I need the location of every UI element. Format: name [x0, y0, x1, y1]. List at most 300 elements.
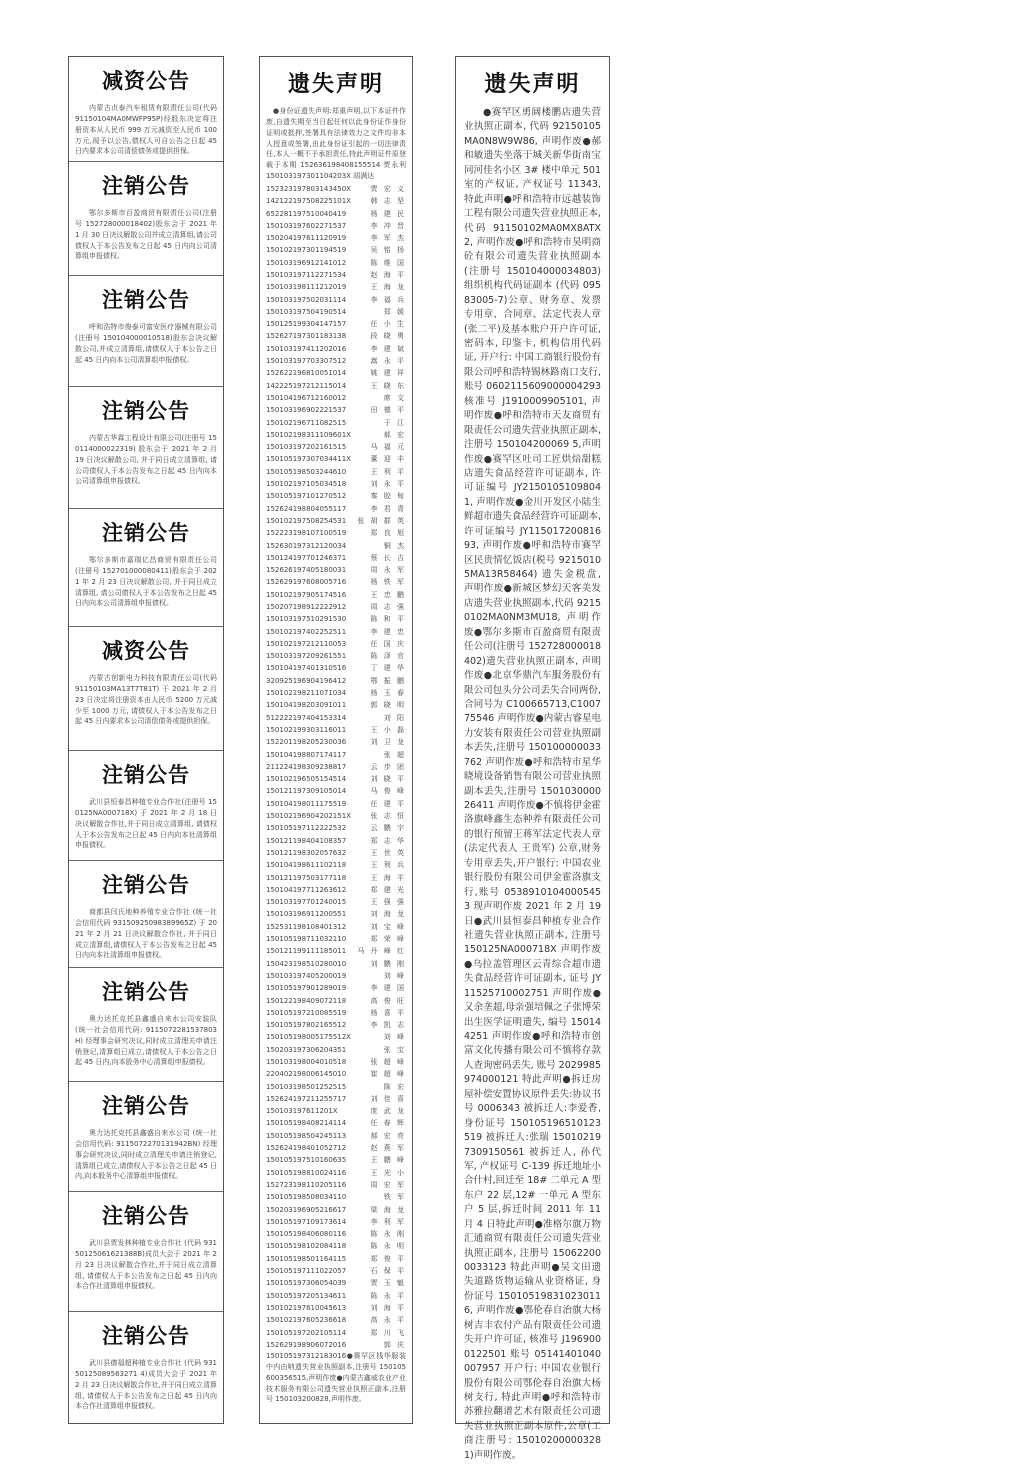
person-name: 王 利 平: [370, 467, 406, 476]
person-name: 周 宏 军: [370, 1180, 406, 1189]
person-name: 郭 庆: [383, 1340, 406, 1349]
id-name-row: [266, 330, 406, 342]
id-number: 150105198406080116: [266, 1230, 347, 1239]
person-name: 高 永 平: [370, 1316, 406, 1325]
person-name: 刘 海 平: [370, 1303, 406, 1312]
id-name-row: [266, 798, 406, 810]
id-name-row: [266, 736, 406, 748]
notice-block: [69, 387, 223, 509]
person-name: 李 凯 志: [370, 1021, 406, 1030]
id-name-row: [266, 1105, 406, 1117]
id-name-row: [266, 1265, 406, 1277]
notice-title: 注销公告: [102, 287, 190, 312]
notice-block: [69, 1082, 223, 1192]
person-name: 李 建 国: [370, 984, 406, 993]
id-number: 150105198503244610: [266, 467, 347, 476]
id-number: 150105198501164115: [266, 1254, 347, 1263]
id-number: 150102196711082515: [266, 418, 347, 427]
id-name-row: [266, 552, 406, 564]
person-name: 任 小 生: [370, 320, 406, 329]
right-loss-column: [455, 56, 610, 1461]
id-name-row: [266, 933, 406, 945]
id-name-row: [266, 232, 406, 244]
notice-block: [69, 968, 223, 1082]
id-number: 152626197405180031: [266, 566, 347, 575]
id-number: 150105197802165512: [266, 1021, 347, 1030]
id-name-row: [266, 712, 406, 724]
id-number: 150105198508034110: [266, 1193, 347, 1202]
id-name-row: [266, 564, 406, 576]
notice-title: 注销公告: [102, 872, 190, 897]
person-name: 郑 志 华: [370, 836, 406, 845]
person-name: 郑 俊 平: [370, 1254, 406, 1263]
person-name: 李 建 忠: [370, 627, 406, 636]
notice-title: 注销公告: [102, 173, 190, 198]
person-name: 张 宝: [383, 1045, 406, 1054]
id-number: 150102197610045613: [266, 1303, 347, 1312]
id-number: 150102198211071034: [266, 689, 347, 698]
id-number: 150105198810024116: [266, 1168, 347, 1177]
person-name: 王 海 平: [370, 873, 406, 882]
middle-loss-column: [259, 56, 413, 1424]
id-name-row: [266, 404, 406, 416]
id-number: 152323197803143450X: [266, 184, 351, 193]
id-name-row: [266, 859, 406, 871]
person-name: 席 文: [383, 393, 406, 402]
person-name: 郑 媛: [383, 307, 406, 316]
notice-title: 注销公告: [102, 1093, 190, 1118]
left-notice-column: [68, 56, 224, 1424]
notice-title: 减资公告: [102, 638, 190, 663]
id-name-row: [266, 650, 406, 662]
person-name: 王 强 强: [370, 898, 406, 907]
id-name-row: [266, 872, 406, 884]
id-name-row: [266, 355, 406, 367]
id-name-row: [266, 921, 406, 933]
person-name: 王 光 小: [370, 1168, 406, 1177]
notice-body: 武川县恒泰昌种植专业合作社(注册号 150125NA000718X) 于 2021 年 2 月 18 日决议解散合作社,并于同日成立清算组, 请债权人于本公告发布之日起 45 日内向本社清算组申报债权。: [75, 798, 217, 850]
id-number: 150124197701246371: [266, 553, 347, 562]
id-number: 150103197602271537: [266, 221, 347, 230]
id-name-row: [266, 613, 406, 625]
person-name: 刘 鹏 刚: [370, 959, 406, 968]
person-name: 张 志 恒: [370, 812, 406, 821]
person-name: 段 晓 勇: [370, 332, 406, 341]
person-name: 马 福 元: [370, 443, 406, 452]
person-name: 王 利 兵: [370, 861, 406, 870]
id-number: 150105197109173614: [266, 1217, 347, 1226]
notice-title: 注销公告: [102, 520, 190, 545]
notice-title: 注销公告: [102, 979, 190, 1004]
id-number: 152622196810051014: [266, 369, 347, 378]
id-name-row: [266, 1204, 406, 1216]
id-name-row: [266, 699, 406, 711]
notice-block: [69, 751, 223, 861]
id-number: 150103198501252515: [266, 1082, 347, 1091]
id-name-row: [266, 982, 406, 994]
id-number: 150102197605236618: [266, 1316, 347, 1325]
notice-title: 注销公告: [102, 1203, 190, 1228]
id-name-row: [266, 970, 406, 982]
person-name: 郑 川 飞: [370, 1328, 406, 1337]
notice-body: 奥力达托克托县鑫盛自来水公司安装队 (统一社会信用代码: 9115072281537803H) 经理事会研究决议,同时成立清理关申请注销登记,清算组已成立,请债权人于本公告之日起 45 日内,向本股务中心清算组申报债权。: [75, 1015, 217, 1067]
person-name: 田 德 平: [370, 406, 406, 415]
notice-body: 鄂尔多斯市嘉瑞亿昌商贸有限责任公司(注册号 152701000080411)股东会于 2021 年 2 月 23 日决议解散公司, 并于同日成立清算组, 请公司债权人于本公告发布之日起 45 日内向本公司清算组申报债权。: [75, 556, 217, 608]
id-name-row: [266, 1081, 406, 1093]
id-number: 150121197309105014: [266, 787, 347, 796]
person-name: 李 君 青: [370, 504, 406, 513]
id-name-row: [266, 896, 406, 908]
id-number: 150105198102084118: [266, 1242, 347, 1251]
person-name: 陈 永 平: [370, 1291, 406, 1300]
id-name-row: [266, 195, 406, 207]
id-number: 150105197901289019: [266, 984, 347, 993]
id-name-row: [266, 257, 406, 269]
person-name: 丁 建 华: [370, 664, 406, 673]
id-number: 652281197510040419: [266, 209, 347, 218]
id-number: 152629197608005716: [266, 578, 347, 587]
id-name-row: [266, 1130, 406, 1142]
id-number: 150103197703307512: [266, 357, 347, 366]
id-number: 150203196905216617: [266, 1205, 347, 1214]
id-number: 152627197301183138: [266, 332, 347, 341]
person-name: 刘 峰: [383, 971, 406, 980]
notice-body: 鄂尔多斯市百盈商贸有限责任公司(注册号 152728000018402)股东会于 2021 年 1 月 30 日决议解散公司并成立清算组,请公司债权人于本公告发布之日起 45 日内向公司清算组申报债权。: [75, 209, 217, 261]
id-number: 150104197401310516: [266, 664, 347, 673]
id-number: 150121198302057632: [266, 848, 347, 857]
notice-block: [69, 57, 223, 162]
id-name-row: [266, 835, 406, 847]
id-name-row: [266, 884, 406, 896]
id-name-row: [266, 1290, 406, 1302]
person-name: 王 鹏 峰: [370, 1156, 406, 1165]
person-name: 刘 永 平: [370, 480, 406, 489]
id-number: 150102197402252511: [266, 627, 347, 636]
id-name-row: [266, 626, 406, 638]
id-number: 150104196712160012: [266, 393, 347, 402]
id-name-row: [266, 392, 406, 404]
id-number: 150105197205134611: [266, 1291, 347, 1300]
notice-block: [69, 861, 223, 968]
person-name: 云 步 团: [370, 762, 406, 771]
id-name-row: [266, 281, 406, 293]
person-name: 云 鹏 宇: [370, 824, 406, 833]
id-number: 150104198807174117: [266, 750, 347, 759]
person-name: 郑 荣 峰: [370, 935, 406, 944]
id-number: 150102197105034518: [266, 480, 347, 489]
id-name-row: [266, 343, 406, 355]
id-number: 150105197307034411X: [266, 455, 351, 464]
id-number: 150105197306054039: [266, 1279, 347, 1288]
person-name: 王 海 龙: [370, 283, 406, 292]
id-number: 150105198408214114: [266, 1119, 347, 1128]
id-name-row: [266, 1191, 406, 1203]
id-number: 150103197202161515: [266, 443, 347, 452]
id-number: 150103196912141012: [266, 258, 347, 267]
notice-block: [69, 276, 223, 387]
id-name-row: [266, 847, 406, 859]
person-name: 任 建 平: [370, 799, 406, 808]
notice-block: [69, 1192, 223, 1312]
id-number: 152723198110205116: [266, 1180, 347, 1189]
id-name-row: [266, 1327, 406, 1339]
person-name: 刘 峰: [383, 1033, 406, 1042]
id-name-row: [266, 1228, 406, 1240]
person-name: 赵 海 平: [370, 270, 406, 279]
person-name: 郑 良 旭: [370, 529, 406, 538]
id-number: 150103198111212019: [266, 283, 347, 292]
id-name-row: [266, 1117, 406, 1129]
id-name-row: [266, 1277, 406, 1289]
id-name-row: [266, 995, 406, 1007]
person-name: 杨 铁 军: [370, 578, 406, 587]
person-name: 张 超: [383, 750, 406, 759]
notice-body: 商都县闫氏地种养殖专业合作社 (统一社会信用代码 93150925098389965Z) 于 2021 年 2 月 21 日决议解散合作社, 并于同日成立清算组,请债权人于本公告发布之日起 45 日内向本社清算组申报债权。: [75, 908, 217, 960]
id-name-row: [266, 208, 406, 220]
id-number: 150121197503177118: [266, 873, 347, 882]
id-name-row: [266, 724, 406, 736]
id-number: 150103197209261551: [266, 652, 347, 661]
id-number: 512222197404153314: [266, 713, 347, 722]
id-number: 150121199111185011: [266, 947, 347, 956]
id-number: 150103197411202016: [266, 344, 347, 353]
notice-title: 减资公告: [102, 68, 190, 93]
person-name: 任 春 辉: [370, 1119, 406, 1128]
id-name-row: [266, 675, 406, 687]
id-number: 320925196904196412: [266, 676, 347, 685]
id-name-row: [266, 1216, 406, 1228]
id-name-row: [266, 749, 406, 761]
id-name-row: [266, 183, 406, 195]
person-name: 杨 喜 平: [370, 1008, 406, 1017]
id-name-row: [266, 945, 406, 957]
id-number: 150103196911200551: [266, 910, 347, 919]
person-name: 杨 建 民: [370, 209, 406, 218]
id-name-list: [260, 182, 412, 1351]
id-name-row: [266, 1302, 406, 1314]
id-number: 150105197112222532: [266, 824, 347, 833]
person-name: 刘 海 龙: [370, 910, 406, 919]
person-name: 刘 卫 龙: [370, 738, 406, 747]
id-number: 150104198011175519: [266, 799, 347, 808]
id-name-row: [266, 761, 406, 773]
person-name: 刘 晓 平: [370, 775, 406, 784]
id-name-row: [266, 380, 406, 392]
middle-column-tail: 150105197312183016●赛罕区钱华服装中内由呐遗失营业执照副本,注册号 150105600356515,声明作废●内蒙古鑫威农业产业技术服务有限公司遗失营业执照正副本,注册号 150103200828,声明作废。: [266, 1352, 406, 1404]
person-name: 陈 泽 官: [370, 652, 406, 661]
id-name-row: [266, 429, 406, 441]
person-name: 郭 晓 明: [370, 701, 406, 710]
id-number: 150103197504190514: [266, 307, 347, 316]
id-number: 150102197905174516: [266, 590, 347, 599]
id-number: 150102197212110053: [266, 639, 347, 648]
id-number: 220402198006145010: [266, 1070, 347, 1079]
id-number: 152201198205230036: [266, 738, 347, 747]
notice-block: [69, 627, 223, 751]
notice-title: 注销公告: [102, 762, 190, 787]
person-name: 陈 永 明: [370, 1242, 406, 1251]
person-name: 庞 武 龙: [370, 1107, 406, 1116]
person-name: 王 世 英: [370, 848, 406, 857]
id-name-row: [266, 638, 406, 650]
id-number: 150104198203091011: [266, 701, 347, 710]
id-number: 152223198107100519: [266, 529, 347, 538]
id-name-row: [266, 1019, 406, 1031]
id-name-row: [266, 478, 406, 490]
person-name: 刘 宝 峰: [370, 922, 406, 931]
person-name: 陈 宏: [383, 1082, 406, 1091]
id-number: 150104198611102118: [266, 861, 347, 870]
id-number: 150102199303116011: [266, 725, 347, 734]
person-name: 王 晓 东: [370, 381, 406, 390]
person-name: 陈 和 平: [370, 615, 406, 624]
person-name: 李 建 斌: [370, 344, 406, 353]
id-name-row: [266, 490, 406, 502]
id-number: 150102197508254531: [266, 516, 347, 525]
id-name-row: [266, 1142, 406, 1154]
notice-block: [69, 162, 223, 276]
id-name-row: [266, 822, 406, 834]
notice-body: 奥力达托克托县鑫盛自来水公司 (统一社会信用代码: 9115072270131942BN) 经理事会研究决议,同时成立清理关申请注销登记,清算组已成立,请债权人于本公告之日起 45 日内,向本股务中心清算组申报债权。: [75, 1129, 217, 1181]
id-name-row: [266, 417, 406, 429]
id-number: 152624197211255717: [266, 1094, 347, 1103]
person-name: 杨 玉 春: [370, 689, 406, 698]
id-name-row: [266, 576, 406, 588]
id-name-row: [266, 1314, 406, 1326]
id-number: 150103198004010518: [266, 1057, 347, 1066]
id-name-row: [266, 687, 406, 699]
id-name-row: [266, 1179, 406, 1191]
id-number: 150125199304147157: [266, 320, 347, 329]
id-name-row: [266, 1339, 406, 1351]
id-number: 152630197312120034: [266, 541, 347, 550]
id-number: 150103197502031114: [266, 295, 347, 304]
person-name: 吴 铭 扬: [370, 246, 406, 255]
notice-title: 注销公告: [102, 1323, 190, 1348]
id-name-row: [266, 441, 406, 453]
person-name: 任 国 庆: [370, 639, 406, 648]
id-number: 150105197210085519: [266, 1008, 347, 1017]
id-name-row: [266, 810, 406, 822]
id-name-row: [266, 1240, 406, 1252]
id-number: 150102197301194519: [266, 246, 347, 255]
person-name: 郝 宏 亮: [370, 1131, 406, 1140]
person-name: 于 江: [383, 418, 406, 427]
id-number: 152624198401052712: [266, 1144, 347, 1153]
id-name-row: [266, 527, 406, 539]
person-name: 马 俊 峰: [370, 787, 406, 796]
id-number: 150423198510280010: [266, 959, 347, 968]
id-name-row: [266, 1154, 406, 1166]
id-name-row: [266, 1044, 406, 1056]
id-number: 150102198311109601X: [266, 430, 351, 439]
middle-column-title: 遗失声明: [287, 71, 384, 97]
id-name-row: [266, 1007, 406, 1019]
notice-body: 内蒙古创新电力科技有限责任公司(代码 91150103MA13T7T81T) 于 2021 年 2 月 23 日决定将注册资本由人民币 5200 万元减少至 1000 万元, 请债权人于本公告发布之日起 45 日内要求本公司清偿债务或提供担保。: [75, 674, 217, 726]
id-name-row: [266, 220, 406, 232]
notice-title: 注销公告: [102, 398, 190, 423]
person-name: 王 小 磊: [370, 725, 406, 734]
id-name-row: [266, 515, 406, 527]
id-name-row: [266, 908, 406, 920]
person-name: 贾 玉 魁: [370, 1279, 406, 1288]
id-name-row: [266, 453, 406, 465]
id-number: 150105198005175512X: [266, 1033, 351, 1042]
person-name: 张 超 峰: [370, 1057, 406, 1066]
id-number: 142122197508225101X: [266, 197, 351, 206]
notice-block: [69, 1312, 223, 1425]
person-name: 石 保 平: [370, 1267, 406, 1276]
right-column-title: 遗失声明: [484, 71, 581, 97]
id-name-row: [266, 1031, 406, 1043]
notice-body: 武川县贾发林种植专业合作社 (代码 93150125061621388B)成员大会于 2021 年 2 月 23 日决议解散合作社,并于同日成立清算组, 请债权人于本公告发布之日起 45 日内向本合作社清算组申报债权。: [75, 1239, 217, 1291]
middle-column-intro: ●身份证遗失声明:郑重声明,以下本证件作废,自遗失期至当日起任何以此身份证作身份证明或抵押,签署具有法律效力之文件均非本人授意或签署,由此身份证引起的一切法律责任,本人一概不予承担责任,特此声明证件原登载于本期 152636198408155514 贾永利 150103197301104203X 胡满达: [266, 107, 406, 181]
id-name-row: [266, 540, 406, 552]
id-number: 150203197306204351: [266, 1045, 347, 1054]
person-name: 贾 宏 义: [370, 184, 406, 193]
id-name-row: [266, 601, 406, 613]
person-name: 铁 军: [383, 1193, 406, 1202]
person-name: 铜 杰: [383, 541, 406, 550]
id-name-row: [266, 589, 406, 601]
id-number: 211224198309238817: [266, 762, 347, 771]
person-name: 姚 建 祥: [370, 369, 406, 378]
person-name: 高 俊 旺: [370, 996, 406, 1005]
notice-body: 武川县德福超种植专业合作社 (代码 93150125089563271 4)成员大会于 2021 年 2 月 23 日决议解散合作社,并于同日成立清算组, 请债权人于本公告发布之日起 45 日内向本合作社清算组申报债权。: [75, 1359, 217, 1411]
person-name: 郑 建 光: [370, 885, 406, 894]
id-number: 150102196505154514: [266, 775, 347, 784]
person-name: 张 胡 群 英: [357, 516, 406, 525]
id-number: 150103197611201X: [266, 1107, 338, 1116]
id-number: 150103197112271534: [266, 270, 347, 279]
id-name-row: [266, 1253, 406, 1265]
person-name: 蔡 长 吉: [370, 553, 406, 562]
id-number: 150105198504245113: [266, 1131, 347, 1140]
notice-body: 内蒙古贞泰汽车租赁有限责任公司(代码 91150104MA0MWFP95P)经股东决定将注册资本从人民币 999 万元减资至人民币 100 万元,现予以公告,债权人可自公告之日起 45 日内要求本公司清偿债务或提供担保。: [75, 104, 217, 156]
person-name: 李 冲 晋: [370, 221, 406, 230]
id-name-row: [266, 1056, 406, 1068]
id-name-row: [266, 1167, 406, 1179]
id-number: 150207198912222912: [266, 603, 347, 611]
right-column-body: ●赛罕区勇阔楼鹏店遗失营业执照正副本, 代码 92150105MA0N8W9W86, 声明作废●郝和敏遗失坐落于城关新华街南宝同河佳名小区 3# 楼中单元 501 室的产权证, 产权证号 11343, 特此声明●呼和浩特市远越装饰工程有限公司遗失营业执照正本, 代码 91150102MA0MX8ATX2, 声明作废●呼和浩特市昊明商砼有限公司遗失营业执照副本 (注册号 150104000034803) 组织机构代码证副本 (代码 09583005-7)公章、财务章、发票专用章、合同章、法定代表人章(张二平)及基本账户开户许可证, 密码本, 印鉴卡, 机构信用代码证, 开户行: 中国工商银行股份有限公司呼和浩特锡林路南口支行, 账号 0602115609000004293 核准号 J1910009905101, 声明作废●呼和浩特市天友商贸有限责任公司遗失营业执照正副本, 注册号 150104200069 5,声明作废●赛罕区吐司工匠烘焙甜糕店遗失食品经营许可证副本, 许可证编号 JY21501051098041, 声明作废●金川开发区小陆生鲜超市遗失食品经营许可证副本, 许可证编号 JY11501720081693, 声明作废●呼和浩特市赛罕区民贵情忆饭店(税号 92150105MA13R58464) 遗失金税盘, 声明作废●新城区梦幻天客美发店遗失营业执照副本,代码 92150102MA0NM3MU18, 声明作废●鄂尔多斯市百盈商贸有限责任公司(注册号 152728000018402)遗失营业执照正副本, 声明作废●北京华鼎汽车服务股份有限公司包头分公司丢失合同两份, 合同号为 C100665713,C100775546 声明作废●内蒙古睿星电力安装有限责任公司营业执照副本丢失,注册号 150100000033762 声明作废●呼和浩特市星华晓境设备销售有限公司营业执照副本丢失,注册号 150103000026411 声明作废●不慎将伊金霍洛旗峰鑫生态种养有限责任公司的银行预留王蒋军法定代表人章 (法定代表人 王贵军) 公章,财务专用章丢失,开户银行: 中国农业银行股份有限公司伊金霍洛旗支行,账号 05389101040005453 现声明作废 2021 年 2 月 19 日●武川县恒泰昌种植专业合作社遗失营业执照正副本, 注册号 150125NA000718X 声明作废●乌拉盖管理区云青综合超市遗失食品经营许可证副本, 证号 JY11525710002751 声明作废●又余垄超,母亲强培佩之子张博荣出生医学证明遗失, 编号 150144251 声明作废●呼和浩特市创富文化传播有限公司不慎将存款人查询密码丢失, 账号 2029985974000121 特此声明●拆迁房屋补偿安置协议原件丢失:协议书号 0006343 被拆迁人:李爱香, 身份证号 150105196510123519 被拆迁人:张瑞 150102197309150561 被拆迁人, 孙代军, 产权证号 C-139 拆迁地址小合什村,回迁至 18# 二单元 A 型东户 22 层,12# 一单元 A 型东户 5 层,拆迁时间 2011 年 11 月 4 日特此声明●准格尔旗万物汇通商贸有限责任公司遗失营业执照正副本, 注册号 150622000033123 特此声明●吴文田遗失道路货物运输从业资格证, 身份证号 150105198310230116, 声明作废●鄂伦春自治旗大杨树吉丰农付产品有限责任公司遗失开户许可证, 核准号 J1969000122501 账号 05141401040007957 开户行: 中国农业银行股份有限公司鄂伦春自治旗大杨树支行, 特此声明●呼和浩特市苏雅拉翻谱艺术有限责任公司遗失营业执照正副本原件,公章(工商注册号: 150102000003281)声明作废。: [464, 107, 601, 1461]
id-number: 152531198108401312: [266, 922, 347, 931]
person-name: 崔 超 峰: [370, 1070, 406, 1079]
id-name-row: [266, 503, 406, 515]
person-name: 李 福 兵: [370, 295, 406, 304]
notice-body: 内蒙古华霖工程设计有限公司(注册号 150114000022319) 股东会于 2021 年 2 月 19 日决议解散公司, 并于同日成立清算组, 请公司债权人于本公告发布之日起 45 日内向本公司清算组申报债权。: [75, 434, 217, 486]
id-number: 150204197611120919: [266, 234, 347, 243]
id-number: 150105197111022057: [266, 1267, 347, 1276]
person-name: 韩 志 坚: [370, 197, 406, 206]
id-name-row: [266, 662, 406, 674]
id-name-row: [266, 244, 406, 256]
id-number: 150122198409072118: [266, 996, 347, 1005]
person-name: 鄂 振 鹏: [370, 676, 406, 685]
id-number: 150103196902221537: [266, 406, 347, 415]
id-name-row: [266, 1093, 406, 1105]
person-name: 刘 佳 喜: [370, 1094, 406, 1103]
id-name-row: [266, 466, 406, 478]
id-number: 142225197212115014: [266, 381, 347, 390]
person-name: 赵 燕 军: [370, 1144, 406, 1153]
person-name: 马 丹 峰 红: [357, 947, 406, 956]
id-name-row: [266, 1068, 406, 1080]
person-name: 秦 胶 甸: [370, 492, 406, 501]
id-name-row: [266, 785, 406, 797]
person-name: 梁 海 龙: [370, 1205, 406, 1214]
id-name-row: [266, 294, 406, 306]
person-name: 陈 永 刚: [370, 1230, 406, 1239]
